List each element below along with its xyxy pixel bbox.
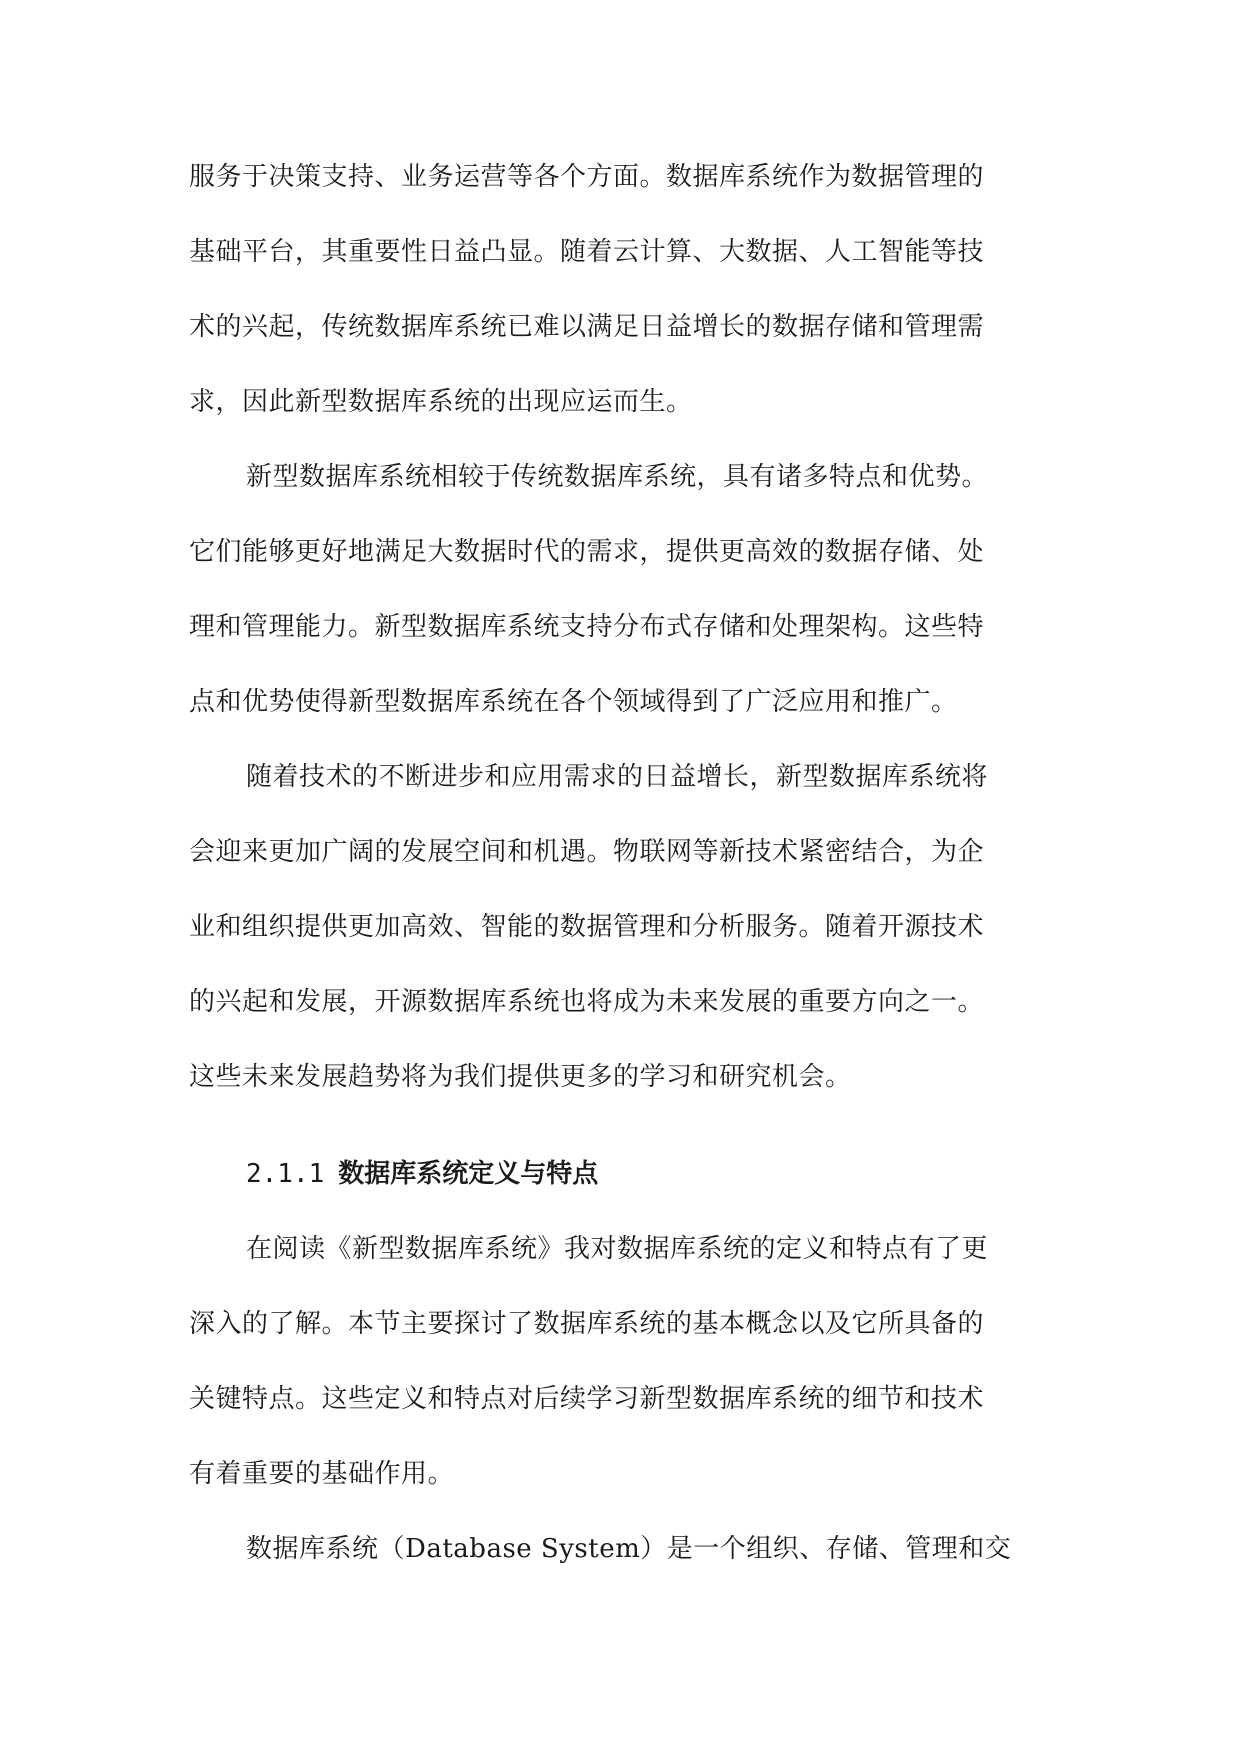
text-line: 基础平台，其重要性日益凸显。随着云计算、大数据、人工智能等技 — [189, 237, 985, 267]
section-number: 2.1.1 — [246, 1159, 325, 1189]
page-content — [189, 140, 1051, 1587]
section-title: 数据库系统定义与特点 — [338, 1159, 599, 1189]
text-line: 在阅读《新型数据库系统》我对数据库系统的定义和特点有了更 — [246, 1234, 989, 1264]
text-line: 这些未来发展趋势将为我们提供更多的学习和研究机会。 — [189, 1062, 852, 1092]
text-line: 随着技术的不断进步和应用需求的日益增长，新型数据库系统将 — [246, 762, 989, 792]
text-line: 点和优势使得新型数据库系统在各个领域得到了广泛应用和推广。 — [189, 687, 958, 717]
section-paragraph-1 — [189, 1212, 1051, 1512]
text-line: 理和管理能力。新型数据库系统支持分布式存储和处理架构。这些特 — [189, 612, 985, 642]
paragraph-3 — [189, 740, 1051, 1115]
text-line: 数据库系统（Database System）是一个组织、存储、管理和交 — [246, 1534, 1012, 1564]
text-line: 术的兴起，传统数据库系统已难以满足日益增长的数据存储和管理需 — [189, 312, 985, 342]
paragraph-1 — [189, 140, 1051, 440]
paragraph-2 — [189, 440, 1051, 740]
text-line: 关键特点。这些定义和特点对后续学习新型数据库系统的细节和技术 — [189, 1384, 985, 1414]
text-line: 会迎来更加广阔的发展空间和机遇。物联网等新技术紧密结合，为企 — [189, 837, 985, 867]
text-line: 求，因此新型数据库系统的出现应运而生。 — [189, 387, 693, 417]
text-line: 服务于决策支持、业务运营等各个方面。数据库系统作为数据管理的 — [189, 162, 985, 192]
text-line: 业和组织提供更加高效、智能的数据管理和分析服务。随着开源技术 — [189, 912, 985, 942]
text-line: 新型数据库系统相较于传统数据库系统，具有诸多特点和优势。 — [246, 462, 989, 492]
text-line: 深入的了解。本节主要探讨了数据库系统的基本概念以及它所具备的 — [189, 1309, 985, 1339]
text-line: 的兴起和发展，开源数据库系统也将成为未来发展的重要方向之一。 — [189, 987, 985, 1017]
section-heading — [189, 1137, 1051, 1212]
text-line: 它们能够更好地满足大数据时代的需求，提供更高效的数据存储、处 — [189, 537, 985, 567]
text-line: 有着重要的基础作用。 — [189, 1459, 455, 1489]
section-paragraph-2 — [189, 1512, 1051, 1587]
